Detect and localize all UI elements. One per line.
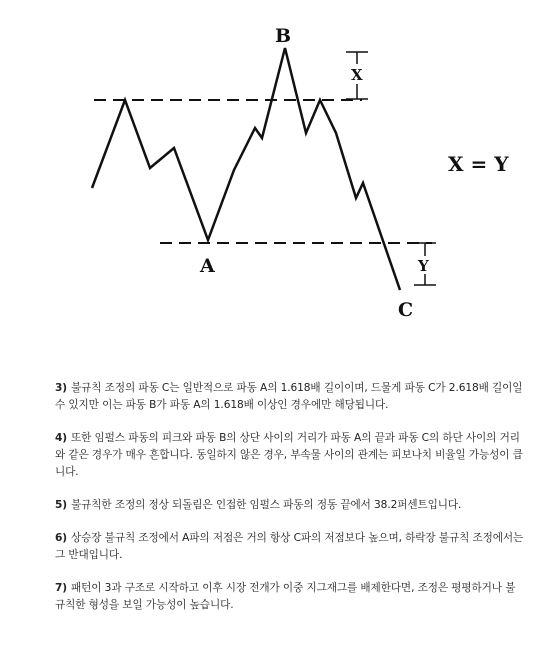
note-number: 7) [55, 582, 68, 594]
note-number: 5) [55, 499, 68, 511]
note-text: 패턴이 3과 구조로 시작하고 이후 시장 전개가 이중 지그재그를 배제한다면, 조정은 평평하거나 불규칙한 형성을 보일 가능성이 높습니다. [55, 582, 516, 611]
wave-path [92, 48, 400, 290]
x-bracket-label: X [351, 66, 363, 84]
note-text: 상승장 불규칙 조정에서 A파의 저점은 거의 항상 C파의 저점보다 높으며, 하락장 불규칙 조정에서는 그 반대입니다. [55, 532, 524, 561]
point-a-label: A [200, 255, 215, 277]
note-item [55, 530, 525, 564]
note-number: 3) [55, 382, 68, 394]
note-number: 6) [55, 532, 68, 544]
note-text: 불규칙 조정의 파동 C는 일반적으로 파동 A의 1.618배 길이이며, 드물게 파동 C가 2.618배 길이일 수 있지만 이는 파동 B가 파동 A의 1.618배 이상인 경우에만 해당됩니다. [55, 382, 523, 411]
note-item [55, 580, 525, 614]
point-c-label: C [398, 299, 414, 321]
note-item [55, 380, 525, 414]
point-b-label: B [275, 25, 292, 47]
y-bracket-label: Y [418, 257, 429, 275]
note-item [55, 430, 525, 481]
note-text: 불규칙한 조정의 정상 되돌림은 인접한 임펄스 파동의 정동 끝에서 38.2퍼센트입니다. [71, 499, 462, 511]
note-number: 4) [55, 432, 68, 444]
note-text: 또한 임펄스 파동의 피크와 파동 B의 상단 사이의 거리가 파동 A의 끝과 파동 C의 하단 사이의 거리와 같은 경우가 매우 흔합니다. 동일하지 않은 경우, 부속물 사이의 관계는 피보나치 비율일 가능성이 큽니다. [55, 432, 523, 478]
notes-list [55, 380, 525, 630]
note-item [55, 497, 525, 514]
equation-label: X = Y [448, 152, 509, 176]
